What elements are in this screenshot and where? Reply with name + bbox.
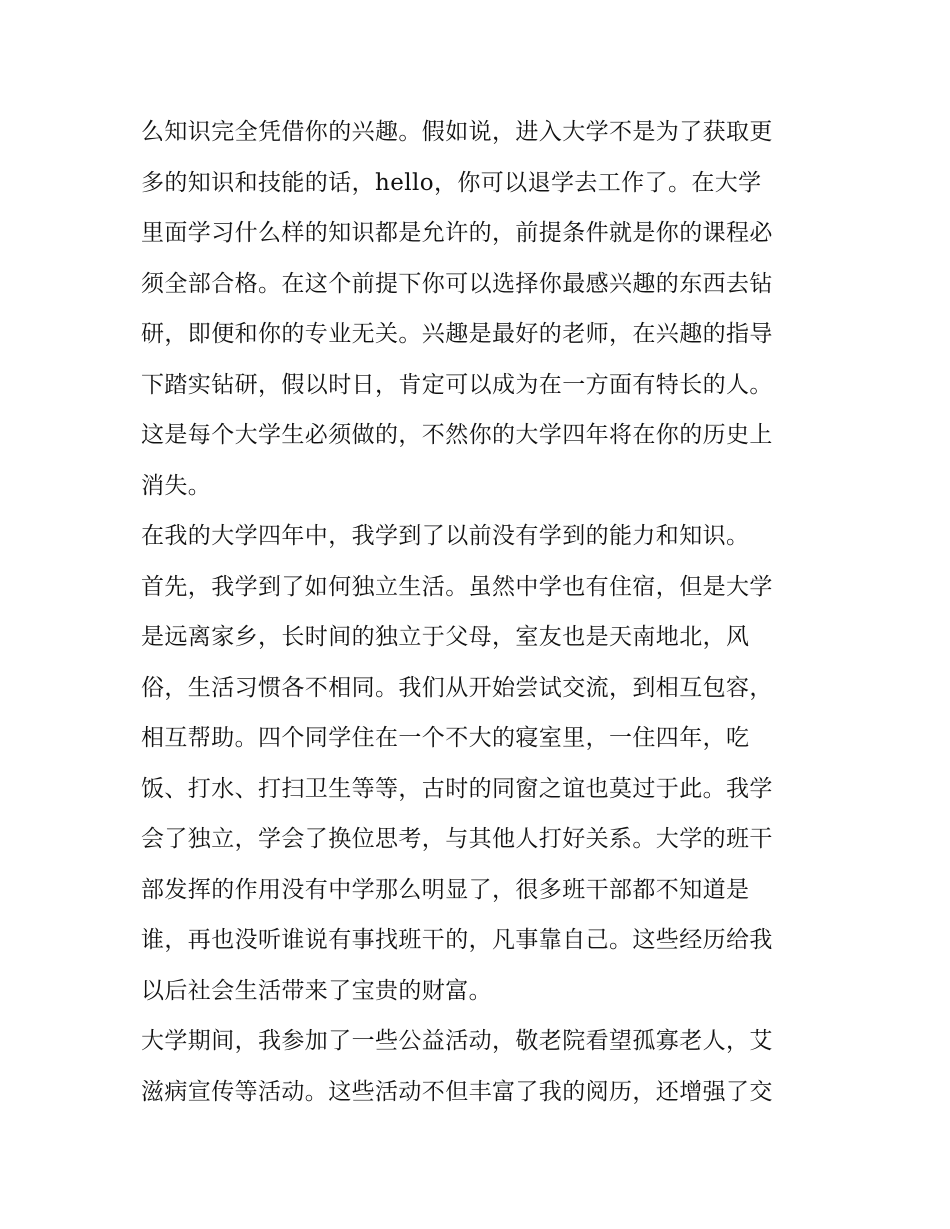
text-line: 相互帮助。四个同学住在一个不大的寝室里，一住四年，吃 <box>141 725 750 751</box>
text-line: 以后社会生活带来了宝贵的财富。 <box>141 977 492 1004</box>
text-line: 多的知识和技能的话，hello，你可以退学去工作了。在大学 <box>141 169 762 196</box>
text-line: 饭、打水、打扫卫生等等，古时的同窗之谊也莫过于此。我学 <box>141 775 773 802</box>
text-line: 大学期间，我参加了一些公益活动，敬老院看望孤寡老人，艾 <box>141 1028 773 1054</box>
text-line: 么知识完全凭借你的兴趣。假如说，进入大学不是为了获取更 <box>141 119 773 145</box>
text-line: 消失。 <box>141 472 212 499</box>
text-line: 里面学习什么样的知识都是允许的，前提条件就是你的课程必 <box>141 220 773 246</box>
text-line: 首先，我学到了如何独立生活。虽然中学也有住宿，但是大学 <box>141 573 773 600</box>
text-line: 部发挥的作用没有中学那么明显了，很多班干部都不知道是 <box>141 876 750 903</box>
text-line: 谁，再也没听谁说有事找班干的，凡事靠自己。这些经历给我 <box>141 927 773 953</box>
text-line: 须全部合格。在这个前提下你可以选择你最感兴趣的东西去钻 <box>141 270 773 297</box>
text-line: 滋病宣传等活动。这些活动不但丰富了我的阅历，还增强了交 <box>141 1078 773 1105</box>
text-line: 会了独立，学会了换位思考，与其他人打好关系。大学的班干 <box>141 826 773 852</box>
body-text <box>141 107 821 1117</box>
text-line: 下踏实钻研，假以时日，肯定可以成为在一方面有特长的人。 <box>141 371 773 398</box>
text-line: 是远离家乡，长时间的独立于父母，室友也是天南地北，风 <box>141 624 750 650</box>
text-line: 在我的大学四年中，我学到了以前没有学到的能力和知识。 <box>141 523 750 549</box>
text-line: 俗，生活习惯各不相同。我们从开始尝试交流，到相互包容， <box>141 674 773 701</box>
text-line: 研，即便和你的专业无关。兴趣是最好的老师，在兴趣的指导 <box>141 321 773 347</box>
text-line: 这是每个大学生必须做的，不然你的大学四年将在你的历史上 <box>141 422 773 448</box>
